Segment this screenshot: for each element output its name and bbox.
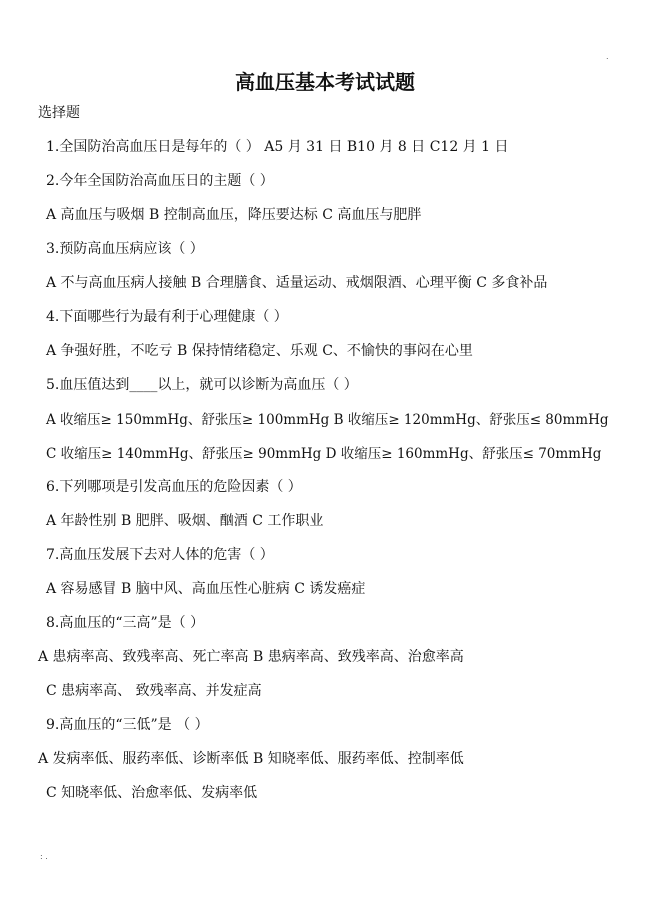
options-8-c: C 患病率高、 致残率高、并发症高 bbox=[46, 683, 262, 699]
options-7: A 容易感冒 B 脑中风、高血压性心脏病 C 诱发癌症 bbox=[46, 581, 366, 597]
options-2: A 高血压与吸烟 B 控制高血压，降压要达标 C 高血压与肥胖 bbox=[46, 207, 422, 223]
question-5: 5.血压值达到____以上，就可以诊断为高血压（ ） bbox=[46, 377, 358, 393]
question-6: 6.下列哪项是引发高血压的危险因素（ ） bbox=[46, 479, 302, 495]
page-mark-dot: . bbox=[606, 52, 609, 61]
question-7: 7.高血压发展下去对人体的危害（ ） bbox=[46, 547, 274, 563]
question-3: 3.预防高血压病应该（ ） bbox=[46, 241, 204, 257]
section-heading: 选择题 bbox=[38, 105, 80, 121]
page-title: 高血压基本考试试题 bbox=[235, 70, 415, 94]
options-6: A 年龄性别 B 肥胖、吸烟、酗酒 C 工作职业 bbox=[46, 513, 324, 529]
question-8: 8.高血压的“三高”是（ ） bbox=[46, 615, 205, 631]
question-1: 1.全国防治高血压日是每年的（ ） A5 月 31 日 B10 月 8 日 C12 月 1 日 bbox=[46, 139, 509, 155]
question-4: 4.下面哪些行为最有利于心理健康（ ） bbox=[46, 309, 288, 325]
question-2: 2.今年全国防治高血压日的主题（ ） bbox=[46, 173, 274, 189]
options-4: A 争强好胜，不吃亏 B 保持情绪稳定、乐观 C、不愉快的事闷在心里 bbox=[46, 343, 473, 359]
options-3: A 不与高血压病人接触 B 合理膳食、适量运动、戒烟限酒、心理平衡 C 多食补品 bbox=[46, 275, 548, 291]
options-8-ab: A 患病率高、致残率高、死亡率高 B 患病率高、致残率高、治愈率高 bbox=[38, 649, 464, 665]
page-mark-dot: : . bbox=[40, 852, 48, 861]
options-5-cd: C 收缩压≥ 140mmHg、舒张压≥ 90mmHg D 收缩压≥ 160mmHg、舒张压≤ 70mmHg bbox=[46, 446, 602, 462]
question-9: 9.高血压的“三低”是 （ ） bbox=[46, 717, 209, 733]
options-9-c: C 知晓率低、治愈率低、发病率低 bbox=[46, 785, 258, 801]
options-5-ab: A 收缩压≥ 150mmHg、舒张压≥ 100mmHg B 收缩压≥ 120mmHg、舒张压≤ 80mmHg bbox=[46, 412, 609, 428]
options-9-ab: A 发病率低、服药率低、诊断率低 B 知晓率低、服药率低、控制率低 bbox=[38, 751, 464, 767]
